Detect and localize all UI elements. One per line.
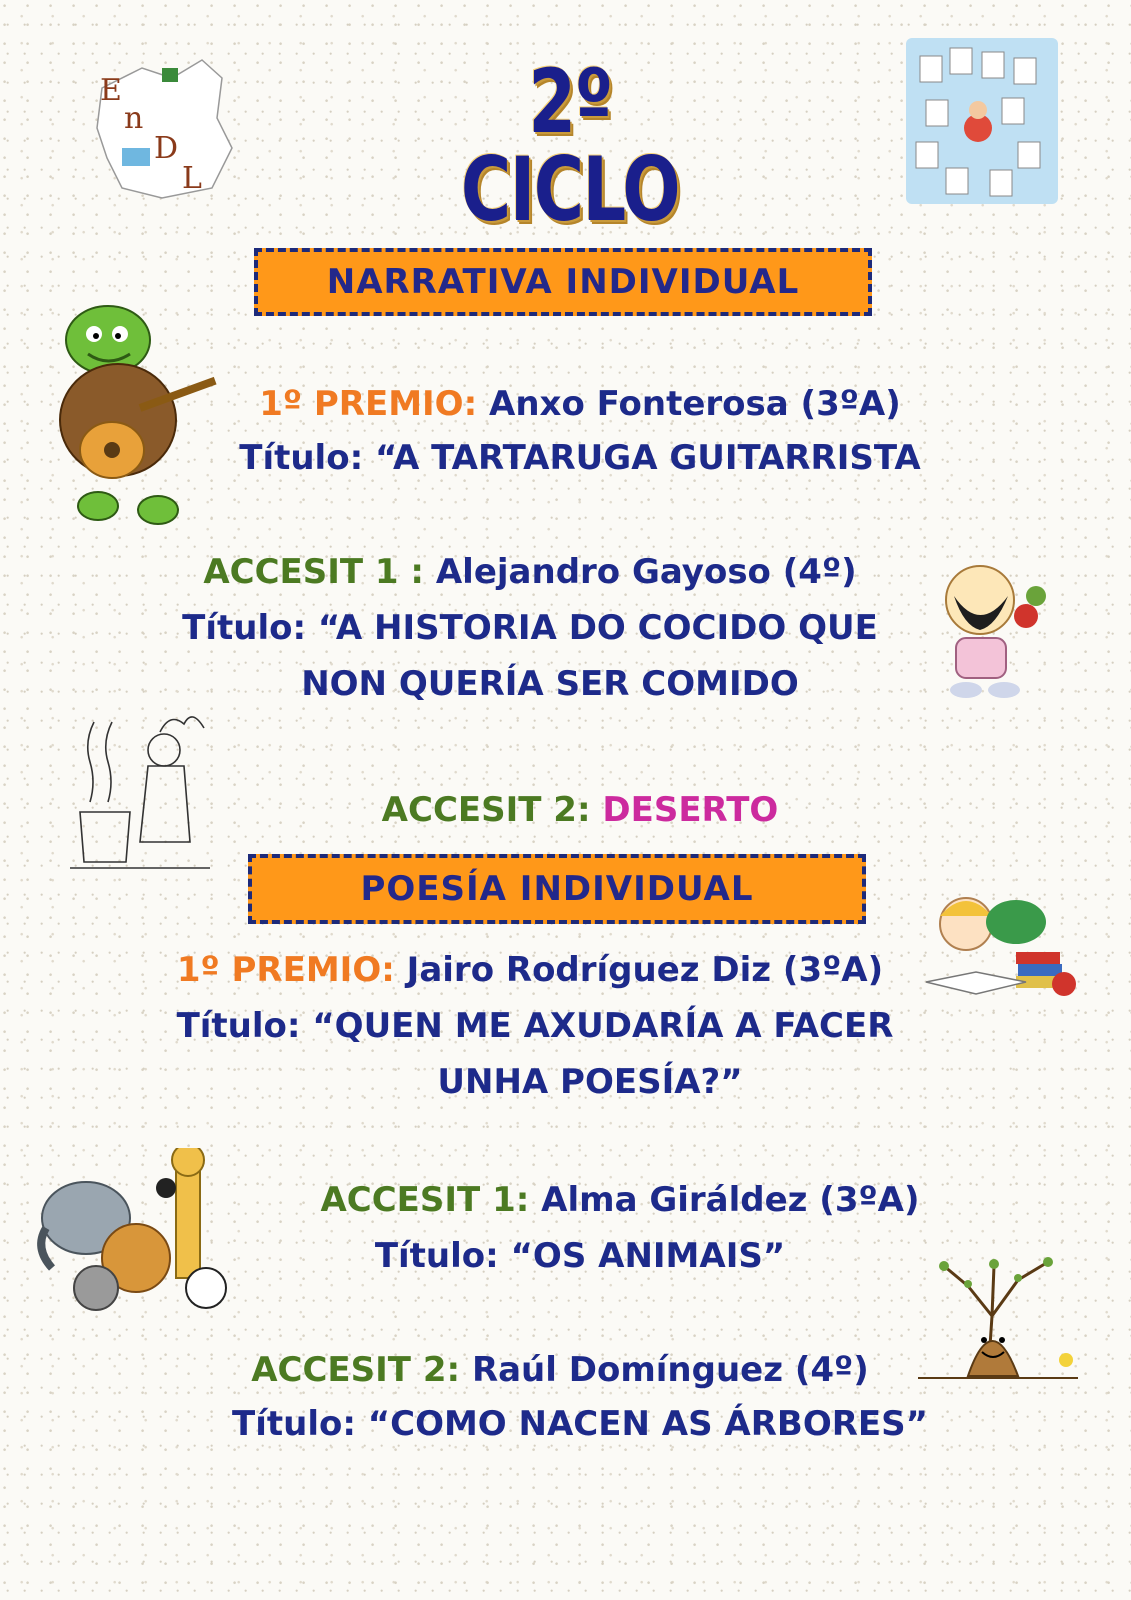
turtle-guitar-illustration [48,300,224,536]
prize-label: 1º PREMIO: [176,950,395,990]
winner-name: Jairo Rodríguez Diz (3ºA) [406,950,884,990]
accesit-label: ACCESIT 1: [320,1180,530,1220]
accesit-label: ACCESIT 2: [251,1350,461,1390]
papers-illustration [906,38,1058,204]
narrative-prize1-row [230,384,930,425]
svg-text:n: n [124,101,144,136]
narrative-accesit1-row [180,552,880,593]
narrative-accesit1-title-2: NON QUERÍA SER COMIDO [301,664,799,704]
poetry-accesit2-title: Título: “COMO NACEN AS ÁRBORES” [232,1404,928,1444]
winner-name: Alma Giráldez (3ºA) [541,1180,920,1220]
section-heading-poetry: POESÍA INDIVIDUAL [248,854,866,924]
winner-name: Anxo Fonterosa (3ºA) [489,384,901,424]
section-heading-narrative: NARRATIVA INDIVIDUAL [254,248,872,316]
poetry-accesit2-row [240,1350,880,1391]
svg-text:D: D [154,131,179,166]
accesit-label: ACCESIT 2: [381,790,591,830]
winner-name: Raúl Domínguez (4º) [471,1350,869,1390]
logo [82,48,242,208]
prize-label: 1º PREMIO: [259,384,478,424]
kid-reading-illustration [916,882,1080,1012]
girl-eating-illustration [926,556,1060,706]
cook-sketch-illustration [60,692,216,888]
animals-illustration [26,1148,248,1330]
poetry-prize1-title-2: UNHA POESÍA?” [437,1062,743,1102]
accesit-label: ACCESIT 1 : [203,552,425,592]
narrative-accesit2-row [300,790,860,831]
svg-text:L: L [182,161,202,196]
poetry-prize1-row [160,950,900,991]
narrative-prize1-title: Título: “A TARTARUGA GUITARRISTA [239,438,921,478]
deserted-value: DESERTO [602,790,779,830]
smiling-tree-illustration [908,1236,1086,1384]
galicia-map-logo-icon [82,48,242,208]
svg-text:E: E [100,73,122,108]
winner-name: Alejandro Gayoso (4º) [435,552,857,592]
page-title: 2º CICLO [460,50,680,241]
poetry-prize1-title-1: Título: “QUEN ME AXUDARÍA A FACER [176,1006,894,1046]
narrative-accesit1-title-1: Título: “A HISTORIA DO COCIDO QUE [182,608,878,648]
poetry-accesit1-title: Título: “OS ANIMAIS” [374,1236,786,1276]
poetry-accesit1-row [300,1180,940,1221]
